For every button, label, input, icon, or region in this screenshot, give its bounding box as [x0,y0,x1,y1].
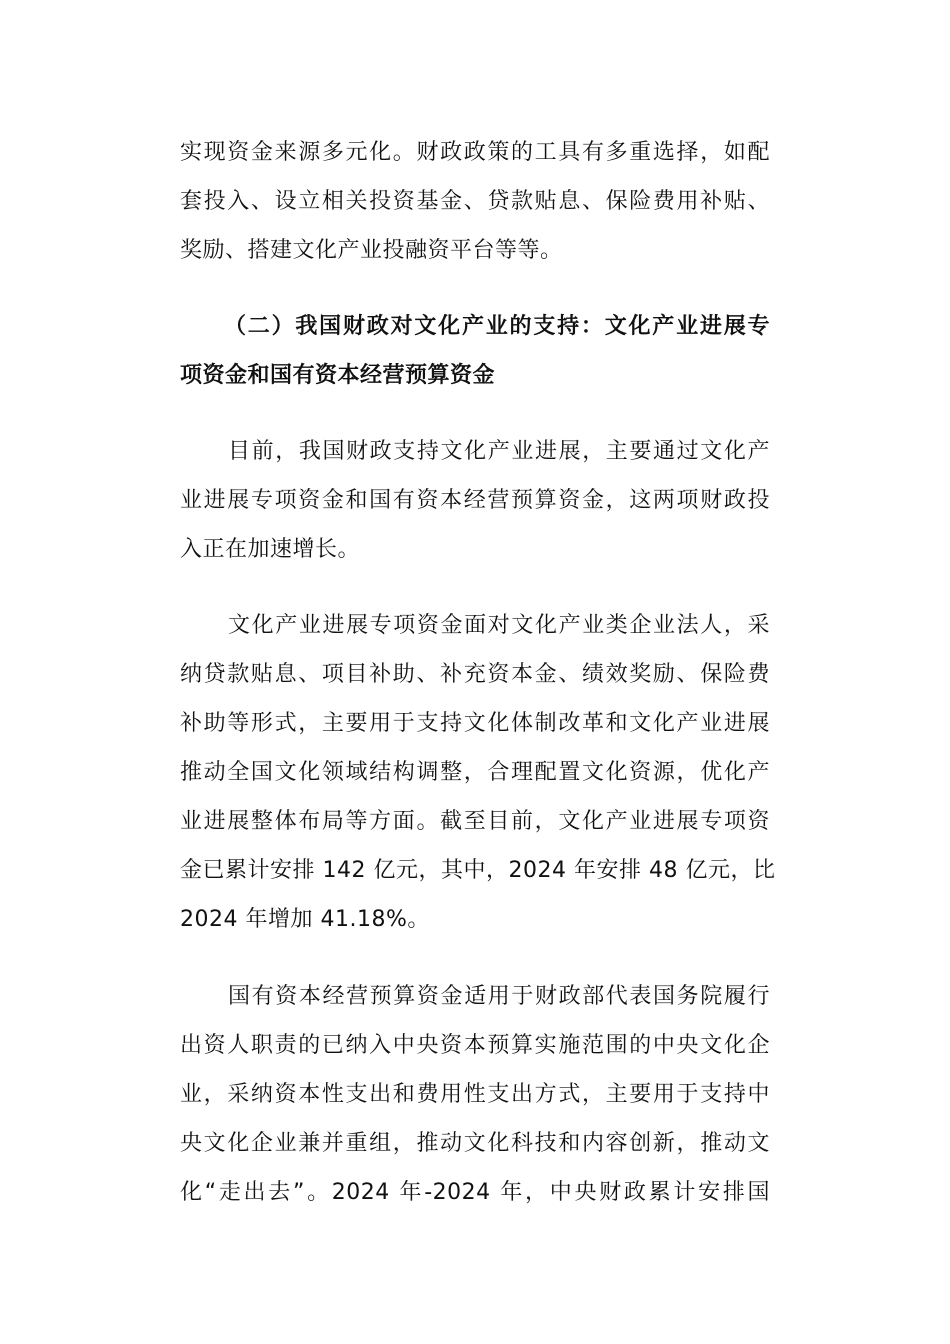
text-line: 入正在加速增长。 [180,537,361,562]
text-line: 化“走出去”。2024 年-2024 年，中央财政累计安排国 [180,1180,770,1205]
text-line: 2024 年增加 41.18%。 [180,907,430,932]
text-line: 出资人职责的已纳入中央资本预算实施范围的中央文化企 [180,1033,770,1058]
body-paragraph-special-fund [180,601,776,944]
text-line: 业进展专项资金和国有资本经营预算资金，这两项财政投 [180,488,770,513]
text-line: 文化产业进展专项资金面对文化产业类企业法人，采 [228,613,770,638]
section-heading [180,302,770,400]
text-line: 实现资金来源多元化。财政政策的工具有多重选择，如配 [180,140,770,165]
text-line: 纳贷款贴息、项目补助、补充资本金、绩效奖励、保险费 [180,662,770,687]
text-line: 金已累计安排 142 亿元，其中，2024 年安排 48 亿元，比 [180,858,776,883]
body-paragraph-current-support [180,427,770,574]
heading-line: 项资金和国有资本经营预算资金 [180,363,496,388]
text-line: 补助等形式，主要用于支持文化体制改革和文化产业进展 [180,711,770,736]
text-line: 奖励、搭建文化产业投融资平台等等。 [180,238,563,263]
document-page [180,128,776,1217]
text-line: 套投入、设立相关投资基金、贷款贴息、保险费用补贴、 [180,189,770,214]
text-line: 目前，我国财政支持文化产业进展，主要通过文化产 [228,439,770,464]
body-paragraph-state-capital-budget [180,972,770,1217]
text-line: 业进展整体布局等方面。截至目前，文化产业进展专项资 [180,809,770,834]
text-line: 国有资本经营预算资金适用于财政部代表国务院履行 [228,984,770,1009]
text-line: 央文化企业兼并重组，推动文化科技和内容创新，推动文 [180,1131,770,1156]
text-line: 推动全国文化领域结构调整，合理配置文化资源，优化产 [180,760,770,785]
body-paragraph-funding-sources [180,128,770,275]
heading-line: （二）我国财政对文化产业的支持：文化产业进展专 [224,314,770,339]
text-line: 业，采纳资本性支出和费用性支出方式，主要用于支持中 [180,1082,770,1107]
